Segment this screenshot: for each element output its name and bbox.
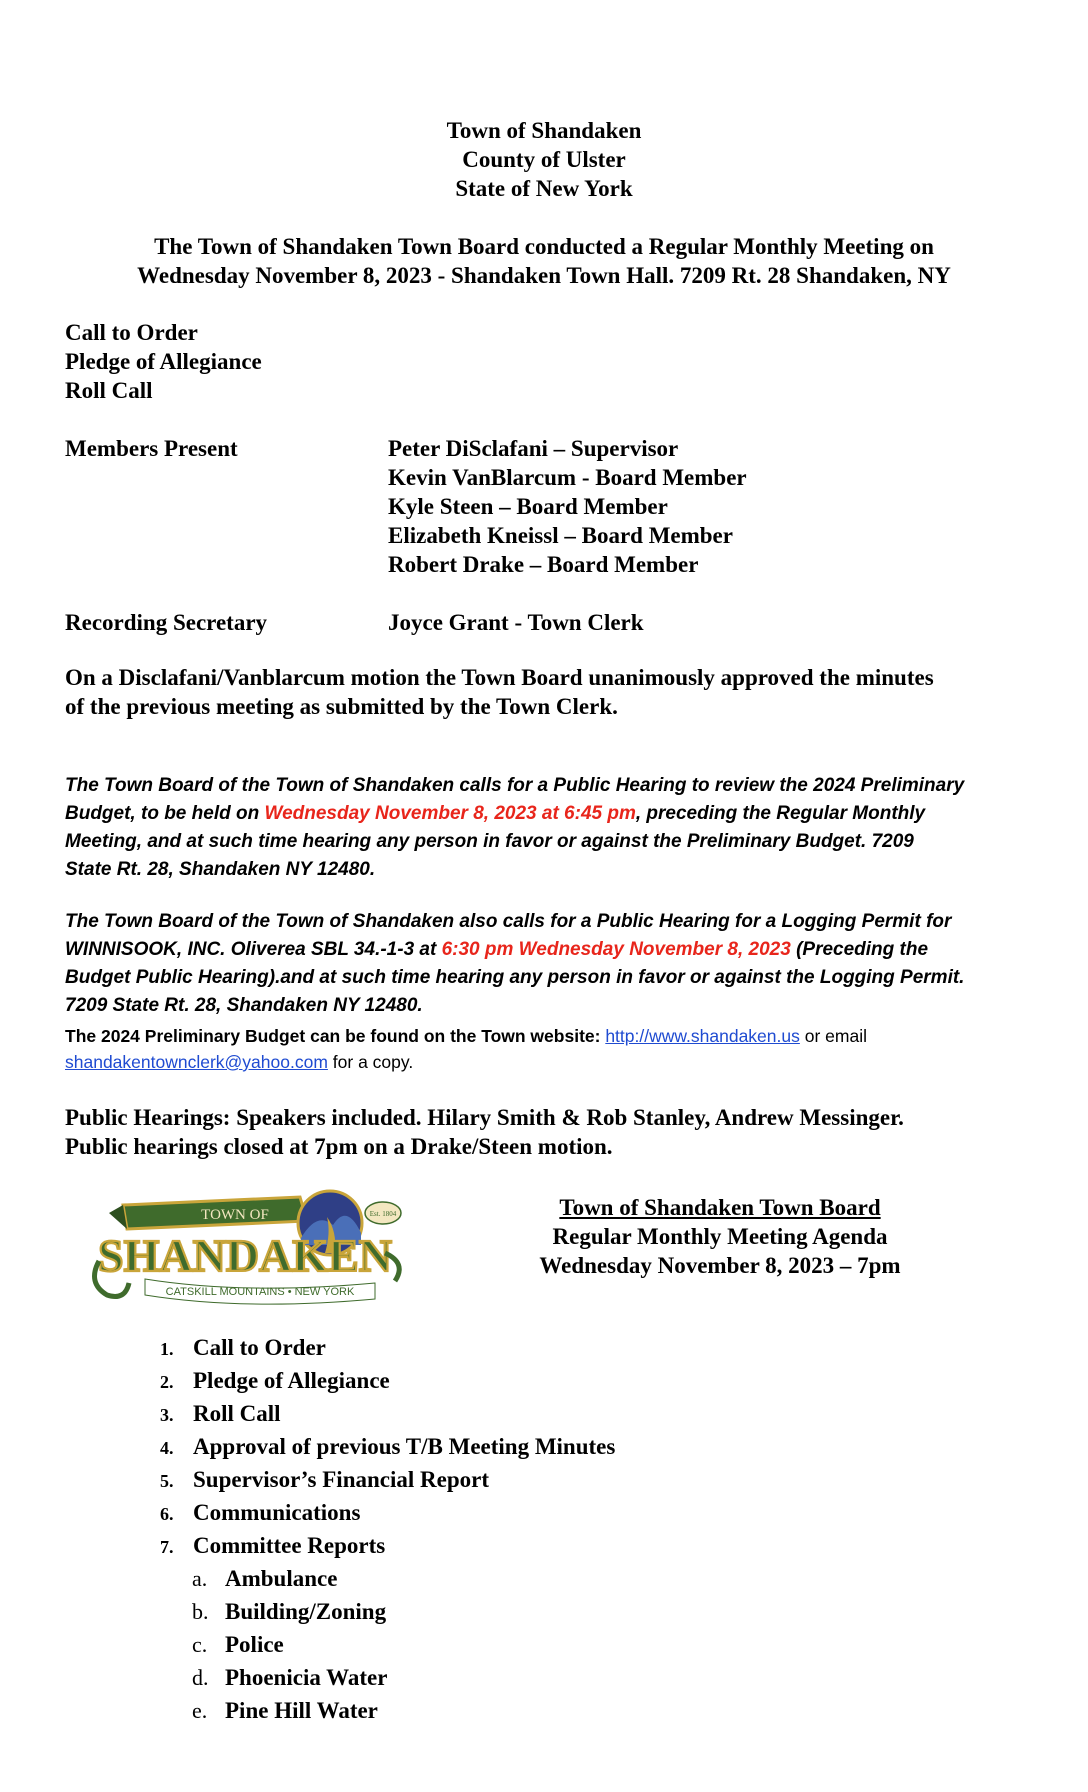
agenda-subitem-label: Building/Zoning [225,1599,387,1624]
notice-budget-line-1: The Town Board of the Town of Shandaken calls for a Public Hearing to review the 2024 Preliminary [65,775,965,796]
agenda-item-number: 4. [160,1438,174,1458]
agenda-item-label: Call to Order [193,1335,326,1360]
agenda-item [160,1333,326,1364]
agenda-subitem-label: Police [225,1632,284,1657]
agenda-item-label: Committee Reports [193,1533,386,1558]
agenda-item-number: 3. [160,1405,174,1425]
agenda-item [160,1465,489,1496]
notice-budget-hearing [65,772,964,884]
agenda-subitem-letter: e. [192,1698,208,1723]
agenda-item [160,1399,281,1430]
agenda-subitem [192,1663,387,1692]
member-entry: Peter DiSclafani – Supervisor [388,436,679,461]
notice-logging-hearing [65,908,964,1020]
public-hearings-line-1: Public Hearings: Speakers included. Hilary Smith & Rob Stanley, Andrew Messinger. [65,1105,904,1130]
agenda-item-label: Roll Call [193,1401,281,1426]
notice-text: WINNISOOK, INC. Oliverea SBL 34.-1-3 at [65,939,442,960]
intro-line-1: The Town of Shandaken Town Board conducted a Regular Monthly Meeting on [154,234,934,259]
agenda-item [160,1366,390,1397]
agenda-subitem-letter: d. [192,1665,209,1690]
agenda-subitem-letter: b. [192,1599,209,1624]
agenda-item-label: Supervisor’s Financial Report [193,1467,490,1492]
shandaken-logo-graphic [85,1183,415,1313]
notice-text: (Preceding the [790,939,929,960]
logo-est-text: Est. 1804 [369,1210,397,1218]
roll-call: Roll Call [65,378,153,403]
member-entry: Kevin VanBlarcum - Board Member [388,465,747,490]
recording-secretary-name: Joyce Grant - Town Clerk [388,610,644,635]
notice-budget-line-3: Meeting, and at such time hearing any person in favor or against the Preliminary Budget. 7209 [65,831,914,852]
agenda-date: Wednesday November 8, 2023 – 7pm [539,1253,901,1278]
public-hearings-line-2: Public hearings closed at 7pm on a Drake/Steen motion. [65,1134,613,1159]
agenda-item-label: Pledge of Allegiance [193,1368,390,1393]
agenda-item [160,1531,385,1562]
pledge-of-allegiance: Pledge of Allegiance [65,349,262,374]
intro-line-2: Wednesday November 8, 2023 - Shandaken Town Hall. 7209 Rt. 28 Shandaken, NY [137,263,951,288]
notice-text: , preceding the Regular Monthly [635,803,926,824]
budget-availability-note [65,1023,867,1075]
town-website-link[interactable]: http://www.shandaken.us [605,1026,800,1046]
agenda-subitem [192,1630,284,1659]
agenda-subitem-label: Phoenicia Water [225,1665,388,1690]
agenda-item-number: 2. [160,1372,174,1392]
agenda-item [160,1498,360,1529]
logo-top-text: TOWN OF [201,1207,269,1223]
state-name: State of New York [455,176,633,201]
members-present-label: Members Present [65,436,238,461]
hearing-date-highlight: 6:30 pm Wednesday November 8, 2023 [441,939,791,960]
agenda-subitem [192,1564,337,1593]
agenda-subtitle: Regular Monthly Meeting Agenda [552,1224,888,1249]
agenda-item-number: 6. [160,1504,174,1524]
agenda-subitem-label: Ambulance [225,1566,338,1591]
agenda-item-number: 7. [160,1537,174,1557]
agenda-subitem [192,1696,378,1725]
agenda-item-number: 1. [160,1339,174,1359]
notice-budget-line-4: State Rt. 28, Shandaken NY 12480. [65,859,376,880]
county-name: County of Ulster [462,147,626,172]
town-name: Town of Shandaken [446,118,642,143]
logo-subtitle-text: CATSKILL MOUNTAINS • NEW YORK [165,1286,355,1298]
notice-logging-line-4: 7209 State Rt. 28, Shandaken NY 12480. [65,995,423,1016]
agenda-item [160,1432,615,1463]
notice-text: Budget, to be held on [65,803,265,824]
notice-logging-line-3: Budget Public Hearing).and at such time hearing any person in favor or against the Logging Permit. [65,967,965,988]
budget-note-text: The 2024 Preliminary Budget can be found on the Town website: [65,1026,606,1046]
minutes-motion-line-1: On a Disclafani/Vanblarcum motion the Town Board unanimously approved the minutes [65,665,934,690]
agenda-item-label: Approval of previous T/B Meeting Minutes [193,1434,616,1459]
member-entry: Elizabeth Kneissl – Board Member [388,523,733,548]
budget-note-text: for a copy. [327,1052,414,1072]
logo-name-text: SHANDAKEN [98,1230,392,1281]
call-to-order: Call to Order [65,320,198,345]
member-entry: Robert Drake – Board Member [388,552,699,577]
minutes-motion-line-2: of the previous meeting as submitted by the Town Clerk. [65,694,618,719]
agenda-item-number: 5. [160,1471,174,1491]
notice-logging-line-1: The Town Board of the Town of Shandaken also calls for a Public Hearing for a Logging Permit for [65,911,952,932]
shandaken-logo [85,1183,415,1313]
agenda-title: Town of Shandaken Town Board [559,1195,881,1220]
member-entry: Kyle Steen – Board Member [388,494,668,519]
agenda-subitem-letter: c. [192,1632,208,1657]
agenda-subitem-label: Pine Hill Water [225,1698,378,1723]
agenda-subitem [192,1597,386,1626]
budget-note-text: or email [799,1026,867,1046]
agenda-item-label: Communications [193,1500,361,1525]
notice-logging-line-2 [65,936,964,964]
notice-budget-line-2 [65,800,964,828]
hearing-date-highlight: Wednesday November 8, 2023 at 6:45 pm [264,803,636,824]
recording-secretary-label: Recording Secretary [65,610,268,635]
clerk-email-link[interactable]: shandakentownclerk@yahoo.com [65,1052,328,1072]
agenda-subitem-letter: a. [192,1566,208,1591]
